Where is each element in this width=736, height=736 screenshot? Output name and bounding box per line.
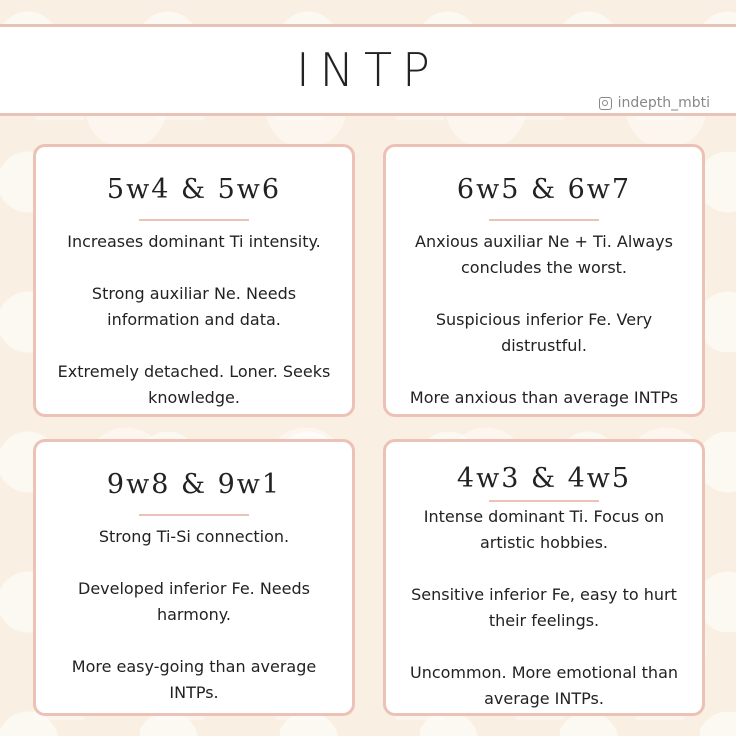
- card-paragraph: Suspicious inferior Fe. Very distrustful.: [435, 310, 653, 355]
- card-paragraph: Uncommon. More emotional than average INTPs.: [409, 663, 679, 708]
- card-title: 5w4 & 5w6: [106, 174, 282, 205]
- card-paragraph: Anxious auxiliar Ne + Ti. Always concludes the worst.: [415, 232, 673, 277]
- card-paragraph: Extremely detached. Loner. Seeks knowledge.: [57, 362, 331, 407]
- card-paragraph: More anxious than average INTPs: [409, 388, 679, 407]
- card-divider: [139, 219, 249, 221]
- card-paragraph: Increases dominant Ti intensity.: [67, 232, 321, 251]
- card-divider: [139, 514, 249, 516]
- instagram-icon: [599, 97, 612, 110]
- title-banner: [0, 24, 736, 116]
- card-paragraph: Strong auxiliar Ne. Needs information and data.: [91, 284, 297, 329]
- card-paragraph: Sensitive inferior Fe, easy to hurt their feelings.: [411, 585, 677, 630]
- card-title: 9w8 & 9w1: [106, 469, 282, 500]
- card-enneagram-6: [383, 144, 705, 417]
- card-divider: [489, 219, 599, 221]
- instagram-handle[interactable]: [599, 95, 710, 111]
- card-enneagram-5: [33, 144, 355, 417]
- card-paragraph: Intense dominant Ti. Focus on artistic hobbies.: [423, 507, 665, 552]
- card-title: 4w3 & 4w5: [456, 463, 632, 494]
- card-paragraph: Developed inferior Fe. Needs harmony.: [78, 579, 310, 624]
- card-paragraph: Strong Ti-Si connection.: [98, 527, 290, 546]
- card-title: 6w5 & 6w7: [456, 174, 632, 205]
- card-enneagram-4: [383, 439, 705, 716]
- card-paragraph: More easy-going than average INTPs.: [71, 657, 317, 702]
- page-title: INTP: [296, 43, 440, 97]
- card-divider: [489, 500, 599, 502]
- handle-text: indepth_mbti: [617, 95, 710, 111]
- card-enneagram-9: [33, 439, 355, 716]
